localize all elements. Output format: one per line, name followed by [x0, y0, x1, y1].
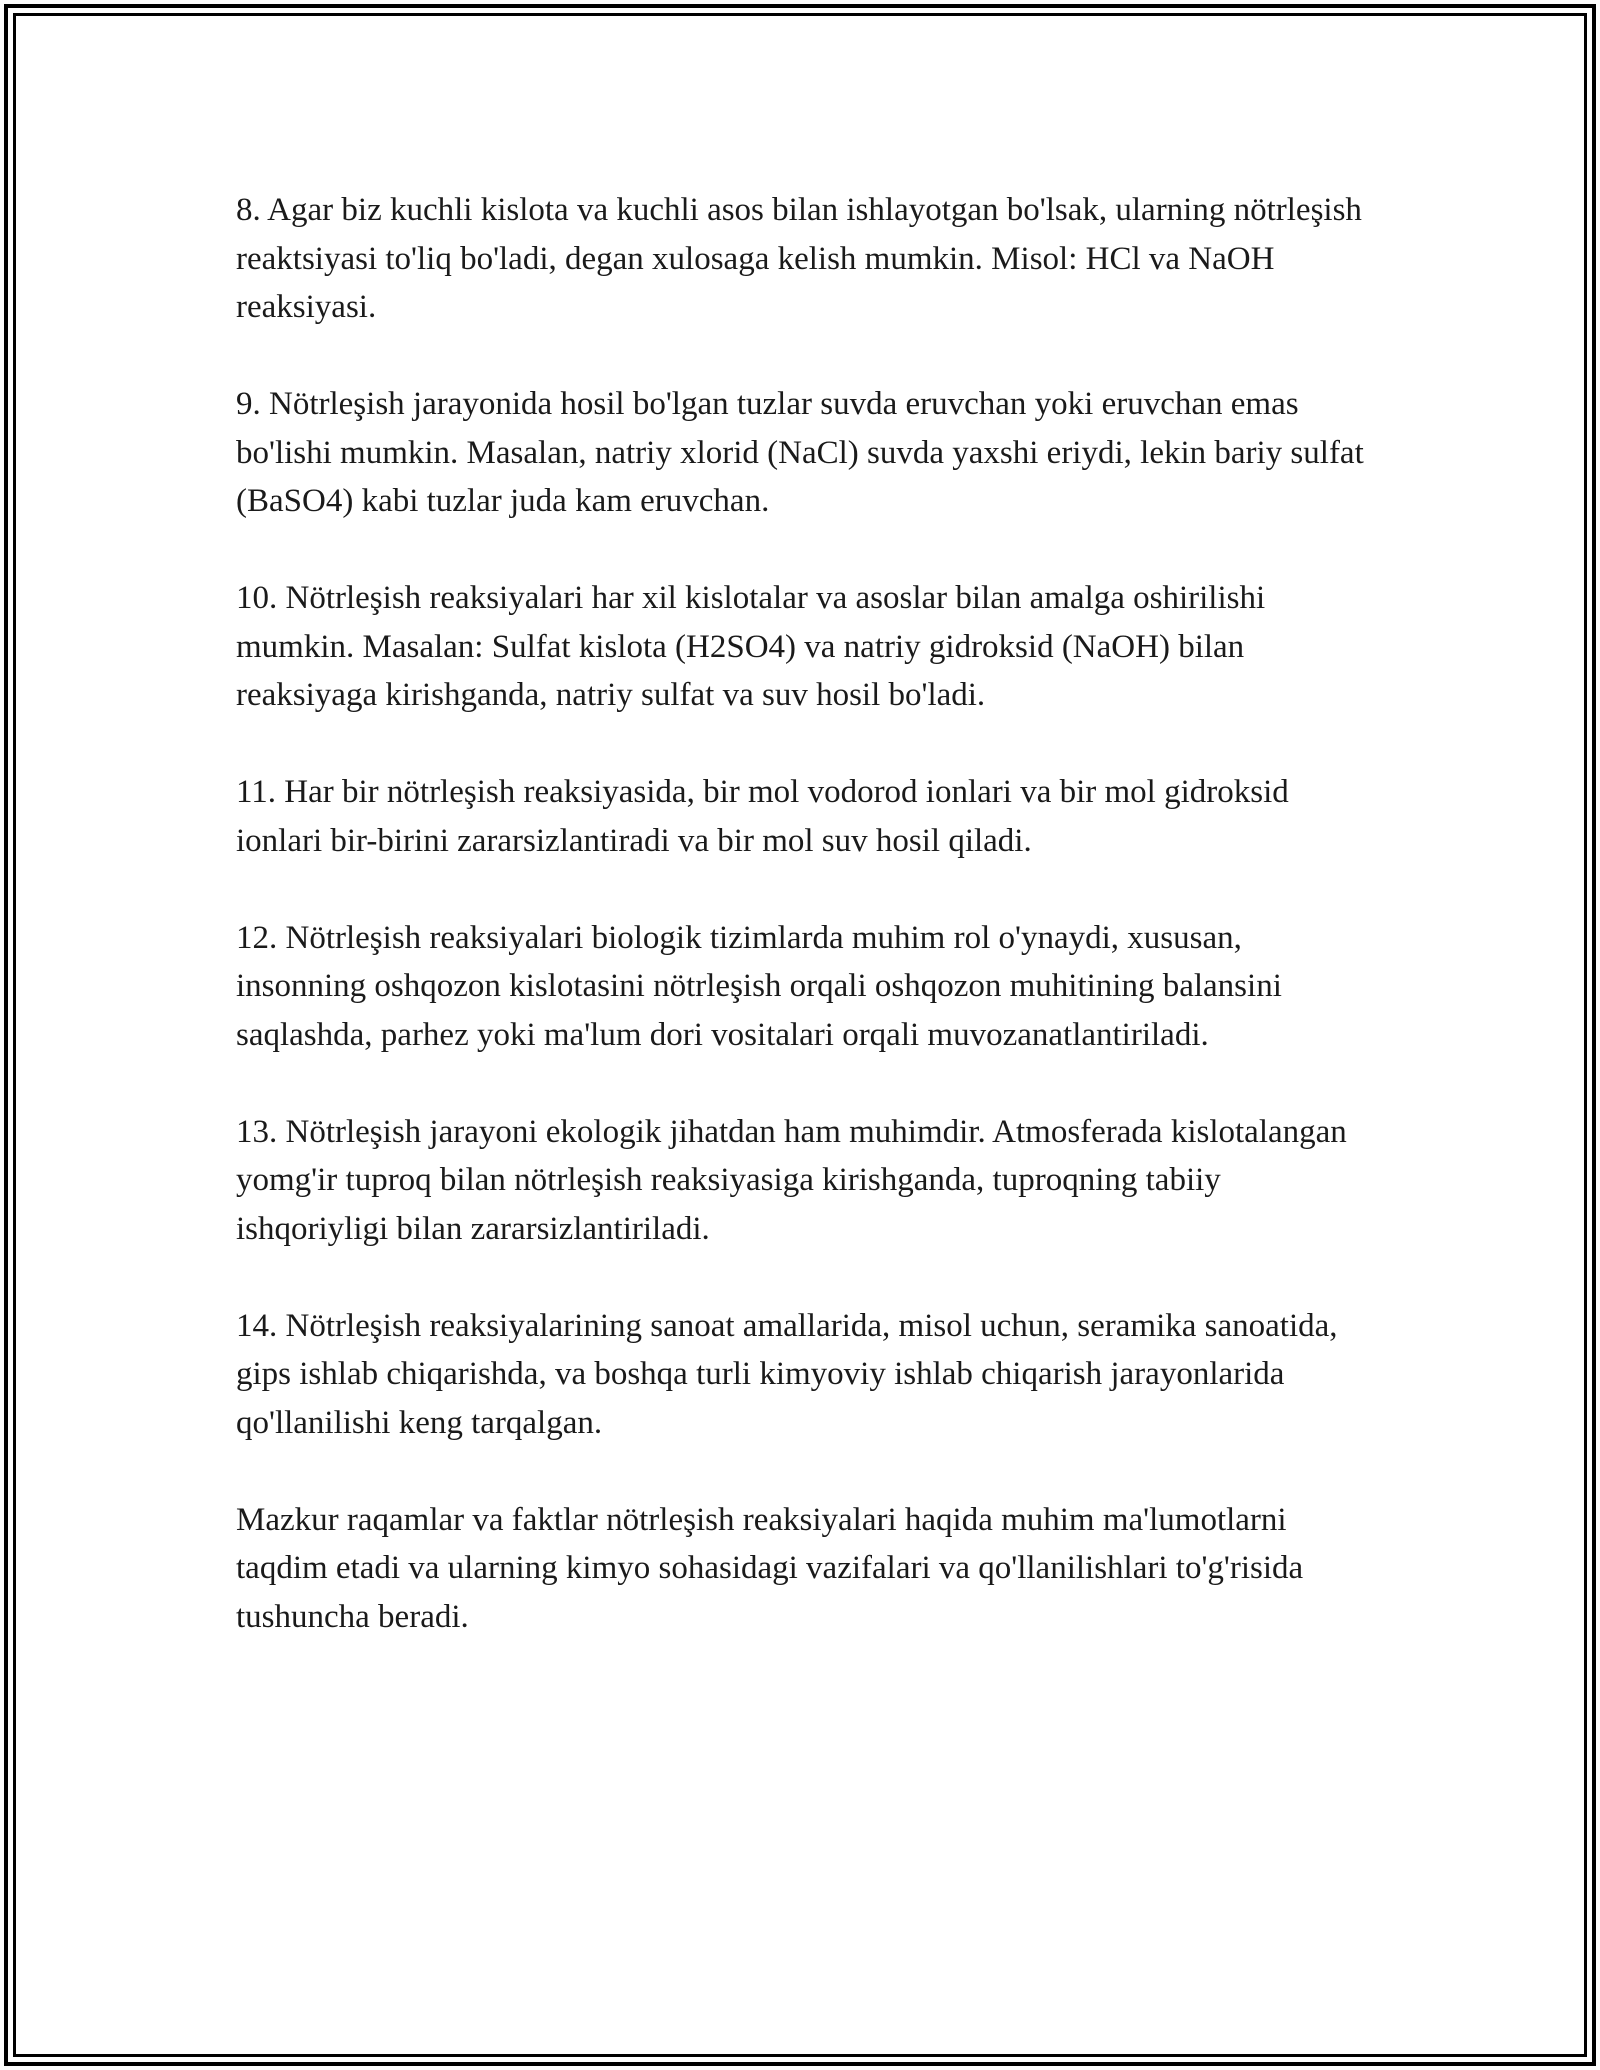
- paragraph-10: 10. Nötrleşish reaksiyalari har xil kislotalar va asoslar bilan amalga oshirilishi mumkin. Masalan: Sulfat kislota (H2SO4) va natriy gidroksid (NaOH) bilan reaksiyaga kirishganda, natriy sulfat va suv hosil bo'ladi.: [236, 580, 1266, 713]
- document-body: [236, 186, 1376, 1690]
- conclusion-paragraph: Mazkur raqamlar va faktlar nötrleşish reaksiyalari haqida muhim ma'lumotlarni taqdim etadi va ularning kimyo sohasidagi vazifalari va qo'llanilishlari to'g'risida tushuncha beradi.: [236, 1501, 1304, 1635]
- paragraph-12: 12. Nötrleşish reaksiyalari biologik tizimlarda muhim rol o'ynaydi, xususan, insonning oshqozon kislotasini nötrleşish orqali oshqozon muhitining balansini saqlashda, parhez yoki ma'lum dori vositalari orqali muvozanatlantiriladi.: [236, 919, 1282, 1053]
- paragraph-13: 13. Nötrleşish jarayoni ekologik jihatdan ham muhimdir. Atmosferada kislotalangan yomg'ir tuproq bilan nötrleşish reaksiyasiga kirishganda, tuproqning tabiiy ishqoriyligi bilan zararsizlantiriladi.: [236, 1113, 1347, 1247]
- paragraph-9: 9. Nötrleşish jarayonida hosil bo'lgan tuzlar suvda eruvchan yoki eruvchan emas bo'lishi mumkin. Masalan, natriy xlorid (NaCl) suvda yaxshi eriydi, lekin bariy sulfat (BaSO4) kabi tuzlar juda kam eruvchan.: [236, 386, 1364, 519]
- paragraph-11: 11. Har bir nötrleşish reaksiyasida, bir mol vodorod ionlari va bir mol gidroksid ionlari bir-birini zararsizlantiradi va bir mol suv hosil qiladi.: [236, 774, 1289, 859]
- paragraph-14: 14. Nötrleşish reaksiyalarining sanoat amallarida, misol uchun, seramika sanoatida, gips ishlab chiqarishda, va boshqa turli kimyoviy ishlab chiqarish jarayonlarida qo'llanilishi keng tarqalgan.: [236, 1307, 1338, 1441]
- paragraph-8: 8. Agar biz kuchli kislota va kuchli asos bilan ishlayotgan bo'lsak, ularning nötrleşish reaktsiyasi to'liq bo'ladi, degan xulosaga kelish mumkin. Misol: HCl va NaOH reaksiyasi.: [236, 192, 1362, 325]
